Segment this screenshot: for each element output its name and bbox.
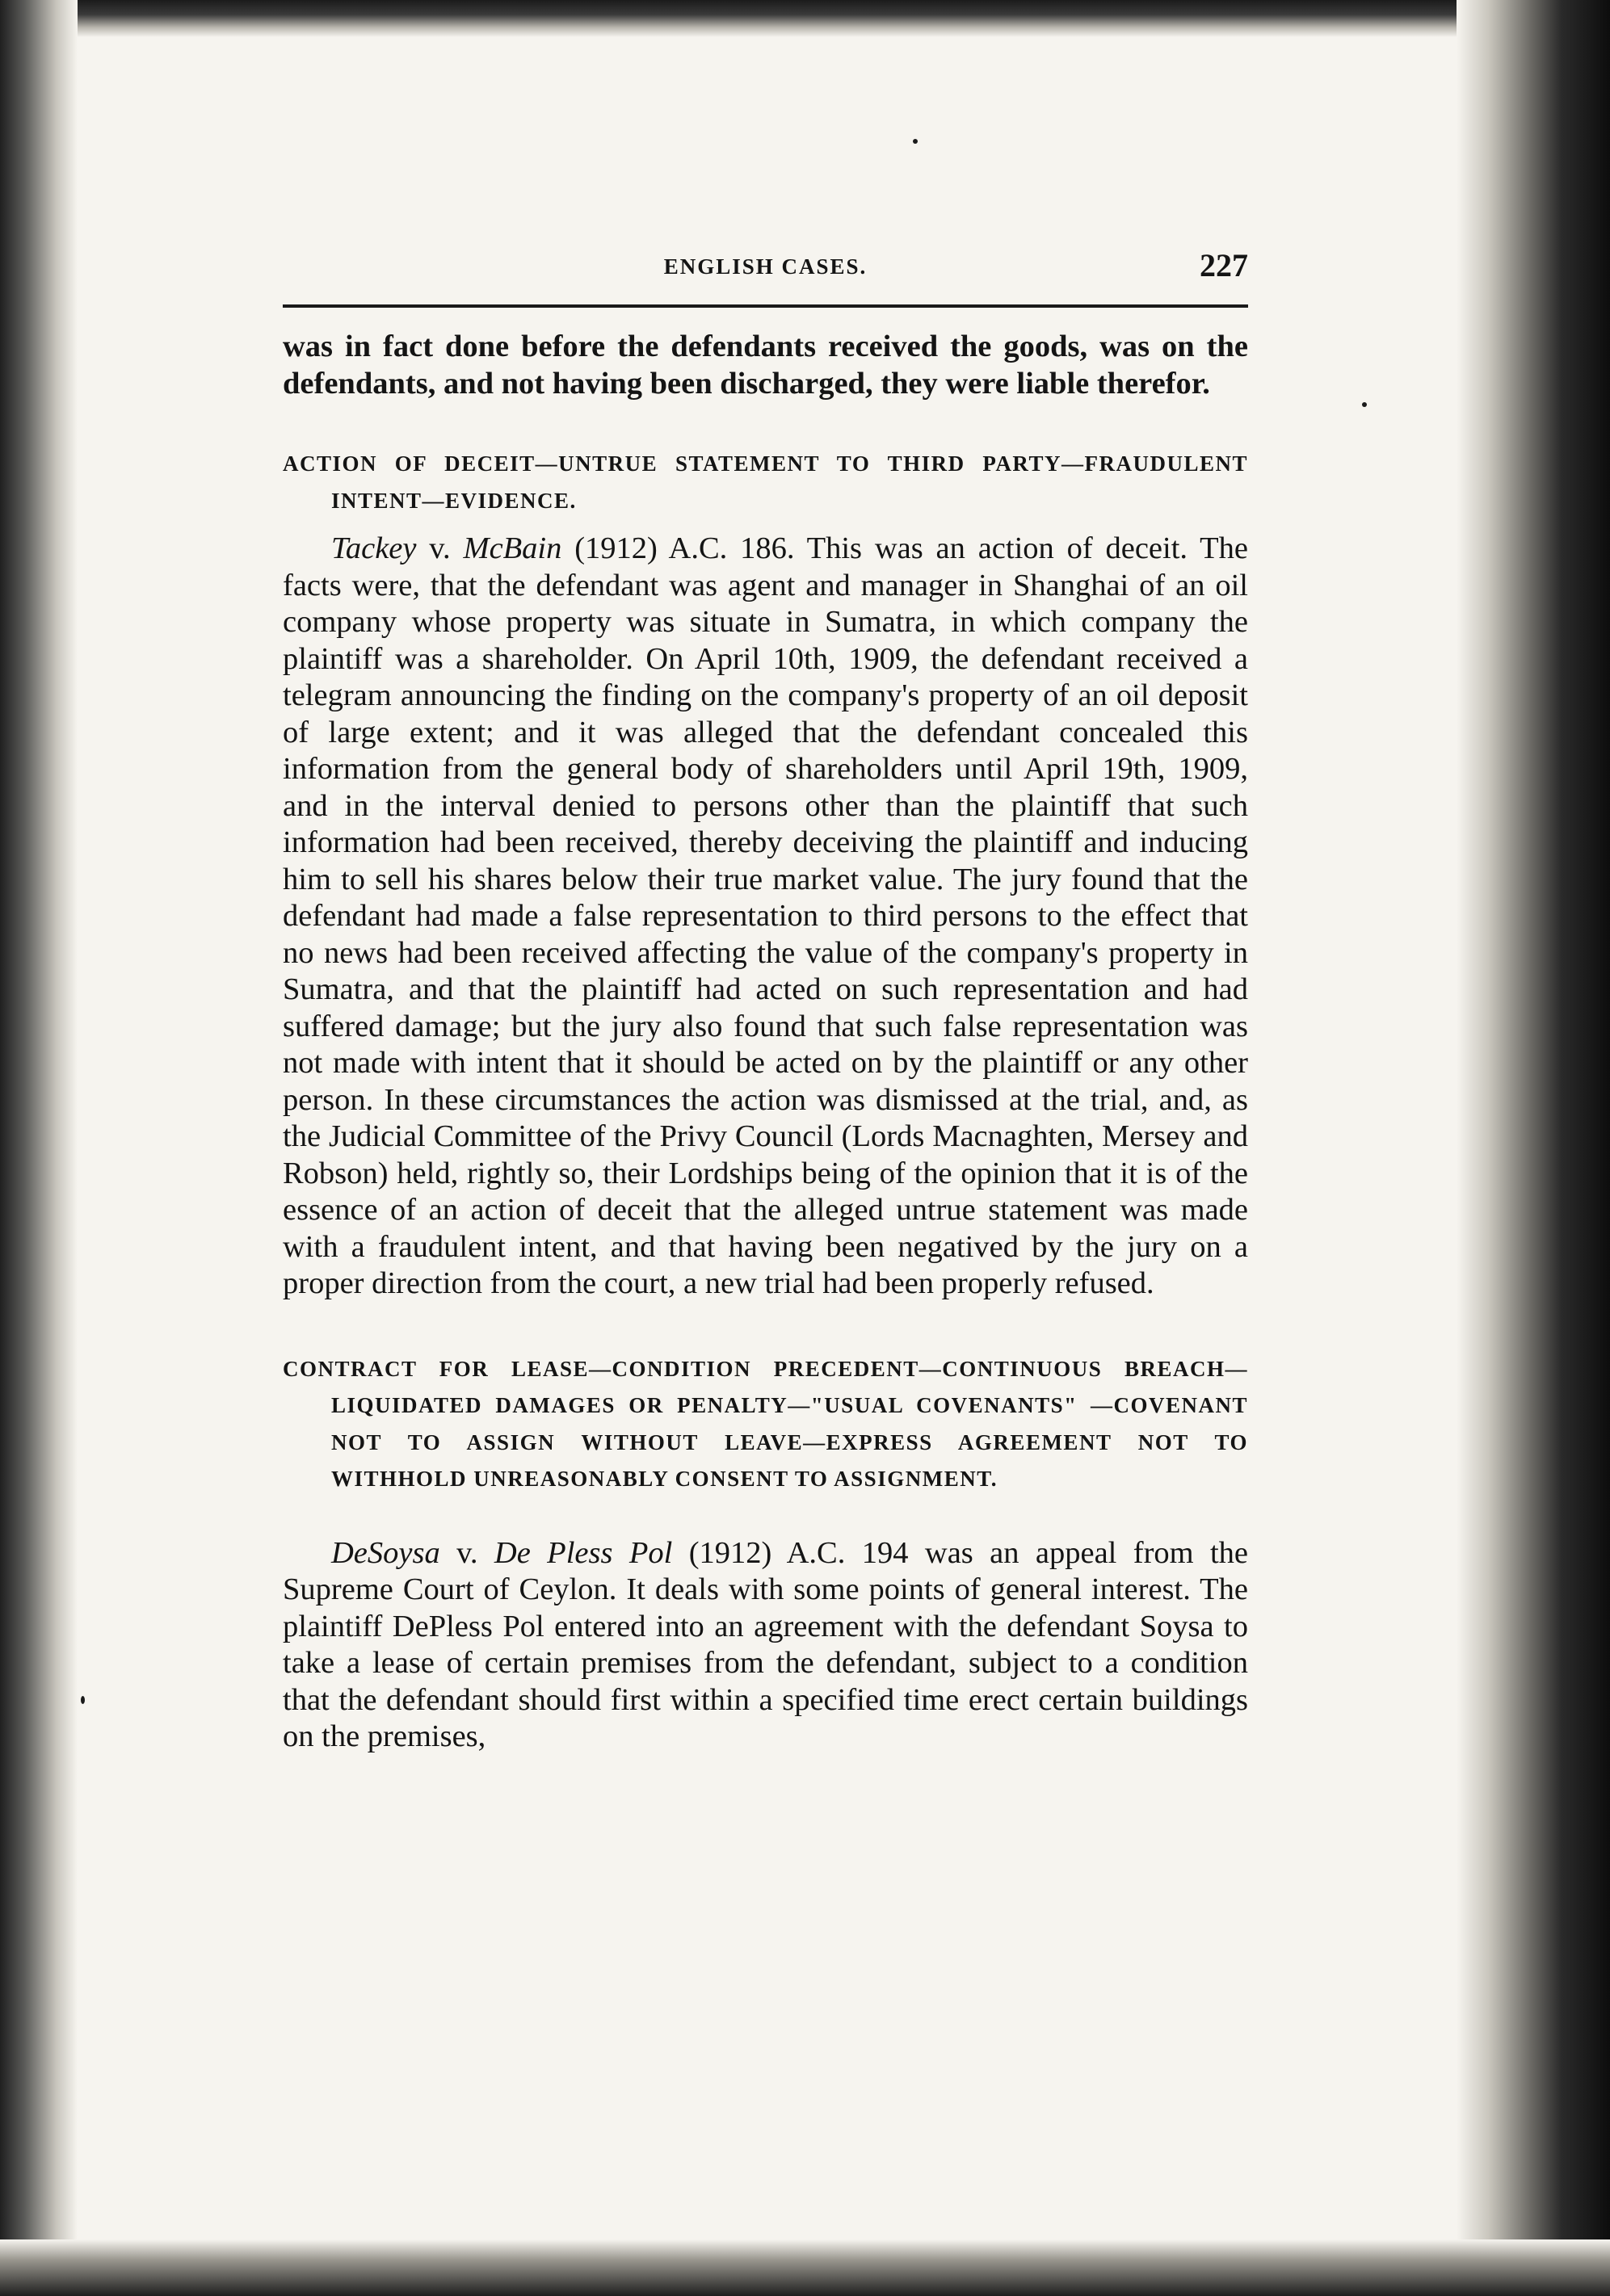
page-number: 227 [1200,247,1248,283]
versus: v. [416,531,464,565]
continued-paragraph: was in fact done before the defendants received the goods, was on the defendants, and not having been discharged, they were liable therefor. [283,329,1248,401]
versus: v. [439,1535,494,1570]
scan-edge-left [0,0,78,2296]
scan-edge-bottom [0,2239,1610,2296]
case-paragraph-desoysa [283,1535,1248,1756]
scan-speck [81,1696,85,1704]
case-body: (1912) A.C. 186. This was an action of deceit. The facts were, that the defendant was agent and manager in Shanghai of an oil company whose property was situate in Sumatra, in which company the plaintiff was a shareholder. On April 10th, 1909, the defendant received a telegram announcing the finding on the company's property of an oil deposit of large extent; and it was alleged that the defendant concealed this information from the general body of shareholders until April 19th, 1909, and in the interval denied to persons other than the plaintiff that such information had been received, thereby deceiving the plaintiff and inducing him to sell his shares below their true market value. The jury found that the defendant had made a false representation to third persons to the effect that no news had been received affecting the value of the company's property in Sumatra, and that the plaintiff had acted on such representation and had suffered damage; but the jury also found that such false representation was not made with intent that it should be acted on by the plaintiff or any other person. In these circumstances the action was dismissed at the trial, and, as the Judicial Committee of the Privy Council (Lords Macnaghten, Mersey and Robson) held, rightly so, their Lordships being of the opinion that it is of the essence of an action of deceit that the alleged untrue statement was made with a fraudulent intent, and that having been negatived by the jury on a proper direction from the court, a new trial had been properly refused. [283,531,1248,1300]
running-head [283,246,1248,295]
case-paragraph-tackey [283,531,1248,1303]
section-heading-deceit: ACTION OF DECEIT—UNTRUE STATEMENT TO THIRD PARTY—FRAUDULENT INTENT—EVIDENCE. [283,451,1248,513]
header-rule [283,304,1248,308]
case-name: Tackey [331,531,417,565]
case-body: (1912) A.C. 194 was an appeal from the Supreme Court of Ceylon. It deals with some points of general interest. The plaintiff DePless Pol entered into an agreement with the defendant Soysa to take a lease of certain premises from the defendant, subject to a condition that the defendant should first within a specified time erect certain buildings on the premises, [283,1535,1249,1753]
section-heading-lease: CONTRACT FOR LEASE—CONDITION PRECEDENT—CONTINUOUS BREACH—LIQUIDATED DAMAGES OR PENALTY—"USUAL COVENANTS" —COVENANT NOT TO ASSIGN WITHOUT LEAVE—EXPRESS AGREEMENT NOT TO WITHHOLD UNREASONABLY CONSENT TO ASSIGNMENT. [283,1356,1248,1491]
book-page [283,246,1248,1756]
scan-speck [1362,402,1367,407]
running-head-title: ENGLISH CASES. [663,254,868,279]
scan-speck [913,139,918,144]
respondent-name: McBain [463,531,562,565]
respondent-name: De Pless Pol [494,1535,673,1570]
case-name: DeSoysa [331,1535,440,1570]
scan-edge-top [0,0,1610,37]
scan-edge-right [1457,0,1610,2296]
